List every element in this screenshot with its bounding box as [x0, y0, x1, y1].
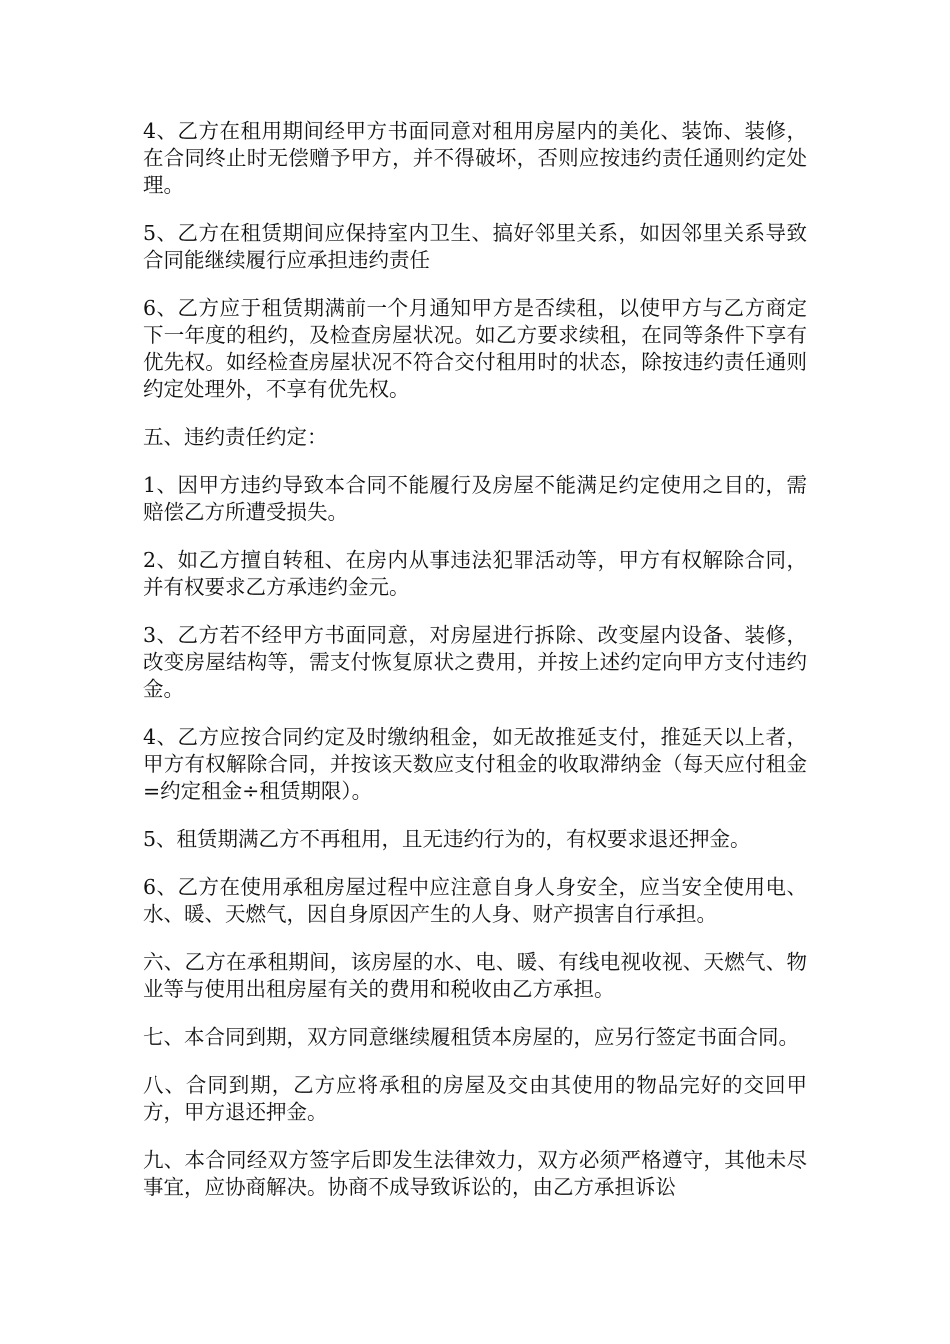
- document-body: [143, 118, 807, 1222]
- paragraph-breach-4: 4、乙方应按合同约定及时缴纳租金，如无故推延支付，推延天以上者，甲方有权解除合同，并按该天数应支付租金的收取滞纳金（每天应付租金=约定租金÷租赁期限）。: [143, 725, 807, 803]
- paragraph-section-9-effect: 九、本合同经双方签字后即发生法律效力，双方必须严格遵守，其他未尽事宜，应协商解决。协商不成导致诉讼的，由乙方承担诉讼: [143, 1148, 807, 1199]
- paragraph-clause-4-decoration: 4、乙方在租用期间经甲方书面同意对租用房屋内的美化、装饰、装修，在合同终止时无偿赠予甲方，并不得破坏，否则应按违约责任通则约定处理。: [143, 119, 807, 197]
- paragraph-breach-1: 1、因甲方违约导致本合同不能履行及房屋不能满足约定使用之目的，需赔偿乙方所遭受损失。: [143, 473, 807, 524]
- paragraph-breach-3: 3、乙方若不经甲方书面同意，对房屋进行拆除、改变屋内设备、装修，改变房屋结构等，需支付恢复原状之费用，并按上述约定向甲方支付违约金。: [143, 623, 807, 701]
- paragraph-breach-5: 5、租赁期满乙方不再租用，且无违约行为的，有权要求退还押金。: [143, 827, 751, 851]
- paragraph-breach-6: 6、乙方在使用承租房屋过程中应注意自身人身安全，应当安全使用电、水、暖、天燃气，因自身原因产生的人身、财产损害自行承担。: [143, 875, 807, 926]
- paragraph-section-8-return: 八、合同到期，乙方应将承租的房屋及交由其使用的物品完好的交回甲方，甲方退还押金。: [143, 1073, 807, 1124]
- paragraph-breach-2: 2、如乙方擅自转租、在房内从事违法犯罪活动等，甲方有权解除合同，并有权要求乙方承违约金元。: [143, 548, 807, 599]
- paragraph-section-7-renewal: 七、本合同到期，双方同意继续履租赁本房屋的，应另行签定书面合同。: [143, 1025, 799, 1049]
- section-heading-breach-liability: 五、违约责任约定：: [143, 425, 328, 449]
- paragraph-clause-5-hygiene: 5、乙方在租赁期间应保持室内卫生、搞好邻里关系，如因邻里关系导致合同能继续履行应承担违约责任: [143, 221, 807, 272]
- paragraph-section-6-fees: 六、乙方在承租期间，该房屋的水、电、暖、有线电视收视、天燃气、物业等与使用出租房屋有关的费用和税收由乙方承担。: [143, 950, 807, 1001]
- paragraph-clause-6-renewal: 6、乙方应于租赁期满前一个月通知甲方是否续租，以使甲方与乙方商定下一年度的租约，及检查房屋状况。如乙方要求续租，在同等条件下享有优先权。如经检查房屋状况不符合交付租用时的状态，除按违约责任通则约定处理外，不享有优先权。: [143, 296, 807, 401]
